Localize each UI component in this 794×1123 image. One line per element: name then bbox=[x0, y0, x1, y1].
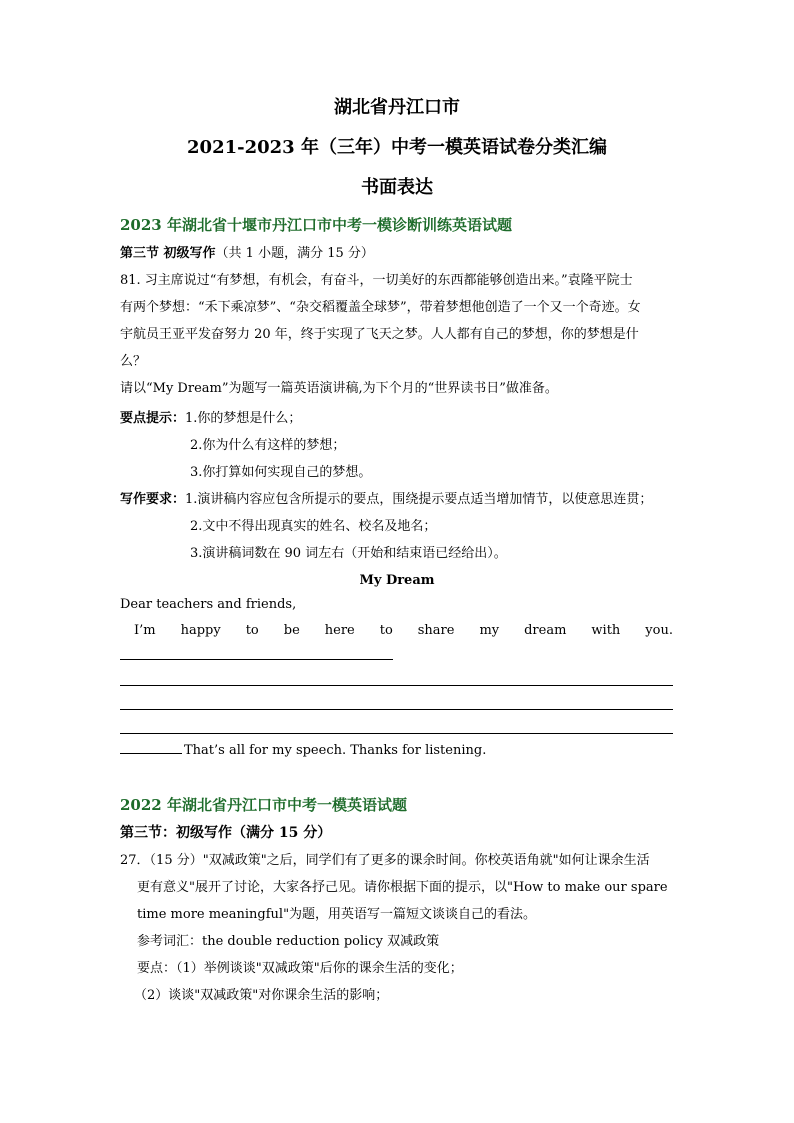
opening-word: with bbox=[591, 623, 621, 638]
section-heading-2022: 2022 年湖北省丹江口市中考一模英语试题 bbox=[120, 796, 407, 814]
tips-label: 要点提示： bbox=[120, 411, 186, 426]
vocabulary-hint: 参考词汇：the double reduction policy 双减政策 bbox=[137, 934, 440, 949]
opening-word: you. bbox=[645, 623, 673, 638]
requirement-item: 3.演讲稿词数在 90 词左右（开始和结束语已经给出）。 bbox=[190, 546, 507, 561]
opening-word: be bbox=[283, 623, 300, 638]
answer-line[interactable] bbox=[120, 733, 673, 734]
requirements-row bbox=[120, 491, 652, 509]
essay-closing: That’s all for my speech. Thanks for listening. bbox=[184, 743, 487, 758]
section-heading-2023: 2023 年湖北省十堰市丹江口市中考一模诊断训练英语试题 bbox=[120, 216, 512, 234]
doc-title-region: 湖北省丹江口市 bbox=[334, 97, 460, 118]
answer-line[interactable] bbox=[120, 685, 673, 686]
essay-opening-line bbox=[134, 622, 673, 640]
question-text-line: 宇航员王亚平发奋努力 20 年，终于实现了飞天之梦。人人都有自己的梦想，你的梦想是什 bbox=[120, 327, 639, 342]
question-text-line: 27．（15 分）"双减政策"之后，同学们有了更多的课余时间。你校英语角就"如何让课余生活 bbox=[120, 853, 650, 868]
tips-row bbox=[120, 410, 301, 428]
tip-item: 3.你打算如何实现自己的梦想。 bbox=[190, 465, 372, 480]
tip-item: 1.你的梦想是什么； bbox=[185, 411, 302, 426]
question-text-line: time more meaningful"为题，用英语写一篇短文谈谈自己的看法。 bbox=[137, 907, 537, 922]
opening-word: here bbox=[324, 623, 355, 638]
answer-blank[interactable] bbox=[120, 741, 182, 754]
opening-word: dream bbox=[524, 623, 567, 638]
requirement-item: 1.演讲稿内容应包含所提示的要点，围绕提示要点适当增加情节，以使意思连贯； bbox=[185, 492, 653, 507]
question-text-line: 有两个梦想：“禾下乘凉梦”、“杂交稻覆盖全球梦”，带着梦想他创造了一个又一个奇迹。女 bbox=[120, 300, 641, 315]
opening-word: I’m bbox=[134, 623, 156, 638]
essay-salutation: Dear teachers and friends, bbox=[120, 597, 297, 612]
part-detail: （共 1 小题，满分 15 分） bbox=[215, 246, 374, 261]
essay-title: My Dream bbox=[359, 573, 435, 588]
part-label: 第三节 初级写作 bbox=[120, 246, 216, 261]
doc-title-topic: 书面表达 bbox=[361, 177, 433, 198]
opening-word: to bbox=[245, 623, 259, 638]
key-point: （2）谈谈"双减政策"对你课余生活的影响； bbox=[134, 988, 389, 1003]
doc-title-main: 2021-2023 年（三年）中考一模英语试卷分类汇编 bbox=[187, 137, 607, 158]
tip-item: 2.你为什么有这样的梦想； bbox=[190, 438, 346, 453]
opening-word: to bbox=[379, 623, 393, 638]
answer-line[interactable] bbox=[120, 709, 673, 710]
question-text-line: 81. 习主席说过“有梦想，有机会，有奋斗，一切美好的东西都能够创造出来。”袁隆平院士 bbox=[120, 273, 633, 288]
question-text-line: 么？ bbox=[120, 354, 147, 369]
requirements-label: 写作要求： bbox=[120, 492, 186, 507]
answer-line[interactable] bbox=[120, 659, 393, 660]
question-text-line: 更有意义"展开了讨论，大家各抒己见。请你根据下面的提示，以"How to make our spare bbox=[137, 880, 668, 895]
key-point: 要点：（1）举例谈谈"双减政策"后你的课余生活的变化； bbox=[137, 961, 463, 976]
part-heading-2022: 第三节：初级写作（满分 15 分） bbox=[120, 825, 332, 841]
part-heading-2023 bbox=[120, 245, 374, 263]
opening-word: happy bbox=[180, 623, 221, 638]
essay-closing-row bbox=[120, 741, 486, 760]
opening-word: my bbox=[479, 623, 500, 638]
opening-word: share bbox=[417, 623, 455, 638]
question-instruction: 请以“My Dream”为题写一篇英语演讲稿,为下个月的“世界读书日”做准备。 bbox=[120, 381, 558, 396]
requirement-item: 2.文中不得出现真实的姓名、校名及地名； bbox=[190, 519, 437, 534]
